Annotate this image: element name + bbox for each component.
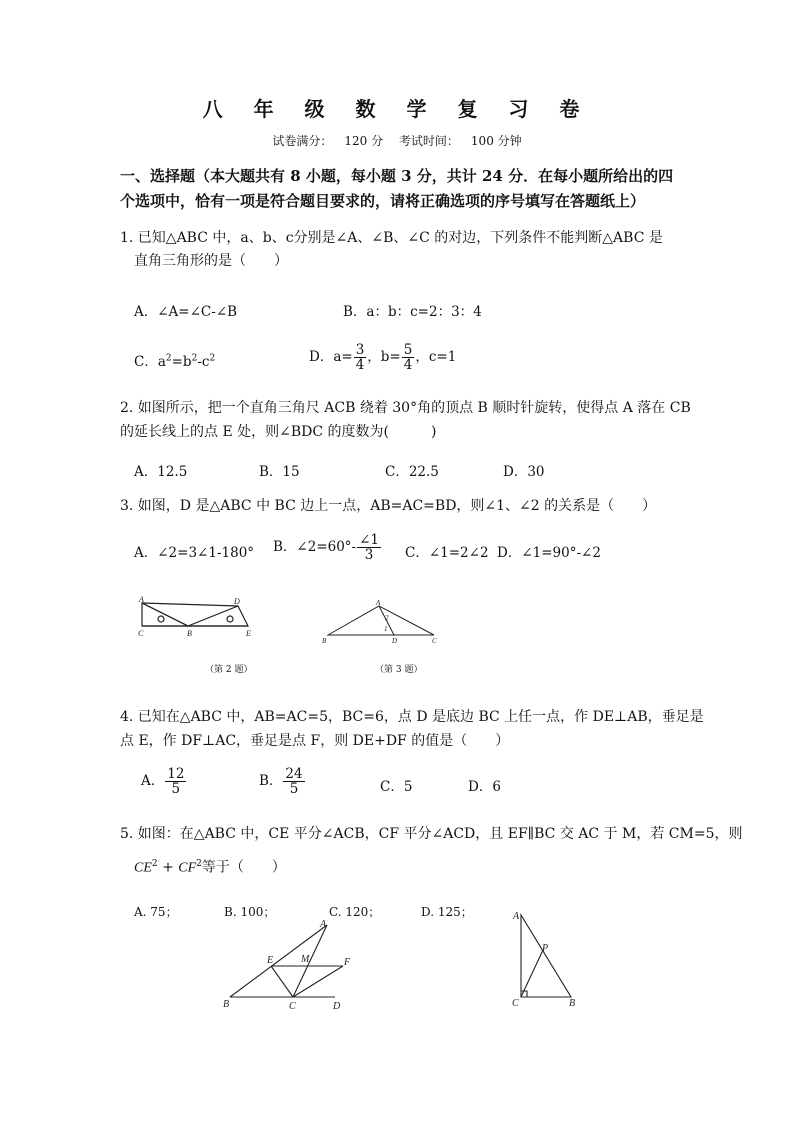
q3-option-a: A．∠2=3∠1-180° xyxy=(134,545,255,561)
q4-option-c: C．5 xyxy=(380,779,413,795)
q1-stem-line2: 直角三角形的是（ ） xyxy=(134,253,288,269)
section-heading: 一、选择题（本大题共有 8 小题，每小题 3 分，共计 24 分．在每小题所给出的四个选项中，恰有一项是符合题目要求的，请将正确选项的序号填写在答题纸上） xyxy=(120,167,674,210)
q5-option-b: B. 100； xyxy=(224,905,276,919)
figure-q2 xyxy=(130,596,260,642)
fig2-hole-right xyxy=(227,616,233,622)
fig3-label-c: C xyxy=(432,637,437,645)
q2-option-c: C．22.5 xyxy=(385,464,439,480)
q4-stem-line1: 4. 已知在△ABC 中，AB=AC=5，BC=6，点 D 是底边 BC 上任一点，作 DE⊥AB，垂足是 xyxy=(120,709,704,725)
score-label: 试卷满分： xyxy=(272,134,333,148)
q2-option-d: D．30 xyxy=(503,464,545,480)
q3-option-b: B．∠2=60°- $\frac{\angle 1}{3}$ xyxy=(273,532,380,563)
fig2-hole-left xyxy=(158,616,164,622)
q3-option-d: D．∠1=90°-∠2 xyxy=(497,545,601,561)
q4-option-b: B． $\frac{24}{5}$ xyxy=(259,766,303,797)
q4-option-a: A． $\frac{12}{5}$ xyxy=(141,766,185,797)
fig5-label-d: D xyxy=(333,1001,341,1012)
fig5-label-f: F xyxy=(344,957,351,968)
fig6-label-a: A xyxy=(513,911,520,922)
q3-option-c: C．∠1=2∠2 xyxy=(405,545,489,561)
q4-option-d: D．6 xyxy=(468,779,501,795)
q5-stem-line1: 5. 如图：在△ABC 中，CE 平分∠ACB，CF 平分∠ACD，且 EF∥BC 交 AC 于 M，若 CM=5，则 xyxy=(120,826,743,842)
fig5-label-e: E xyxy=(267,955,274,966)
fig5-label-c: C xyxy=(289,1001,296,1012)
time-label: 考试时间： xyxy=(398,134,459,148)
q1-option-a: A．∠A=∠C-∠B xyxy=(134,304,238,320)
fig2-triangle-bde xyxy=(188,606,248,626)
fig2-label-b: B xyxy=(187,629,192,638)
fig2-label-e: E xyxy=(246,629,251,638)
exam-meta xyxy=(0,132,794,149)
time-value: 100 分钟 xyxy=(470,134,522,148)
fig2-label-a: A xyxy=(139,596,144,604)
fig6-label-b: B xyxy=(569,998,576,1009)
figure-q5 xyxy=(215,915,355,1015)
fig6-triangle-acb xyxy=(521,915,571,997)
q1-stem-line1: 1. 已知△ABC 中，a、b、c分别是∠A、∠B、∠C 的对边，下列条件不能判断△ABC 是 xyxy=(120,230,663,246)
q1-option-b: B．a：b：c=2：3：4 xyxy=(343,304,482,320)
q4-stem-line2: 点 E，作 DF⊥AC，垂足是点 F，则 DE+DF 的值是（ ） xyxy=(120,733,510,749)
q1-option-c: C．$a^2=b^2-c^2$ xyxy=(134,353,216,370)
figure-right-triangle xyxy=(505,905,585,1010)
fig3-label-b: B xyxy=(322,637,327,645)
q5-option-a: A. 75； xyxy=(134,905,178,919)
fig3-label-a: A xyxy=(376,599,381,607)
fig6-label-p: P xyxy=(542,943,549,954)
fig3-label-angle2: 2 xyxy=(385,614,389,622)
q2-option-a: A．12.5 xyxy=(134,464,188,480)
fig6-segment-cp xyxy=(521,950,543,997)
page-title: 八 年 级 数 学 复 习 卷 xyxy=(202,97,592,121)
q2-stem-line1: 2. 如图所示，把一个直角三角尺 ACB 绕着 30°角的顶点 B 顺时针旋转，使得点 A 落在 CB xyxy=(120,400,691,416)
fig2-label-c: C xyxy=(138,629,144,638)
fig2-label-d: D xyxy=(234,597,240,606)
q1-option-d: D．a= $\frac{3}{4}$ ，b= $\frac{5}{4}$ ，c=1 xyxy=(309,342,457,373)
fig5-label-a: A xyxy=(320,919,327,930)
fig3-label-angle1: 1 xyxy=(384,625,388,633)
fig5-label-m: M xyxy=(301,954,310,965)
q5-option-c: C. 120； xyxy=(329,905,381,919)
q5-option-d: D. 125； xyxy=(421,905,473,919)
score-value: 120 分 xyxy=(344,134,384,148)
q2-stem-line2: 的延长线上的点 E 处，则∠BDC 的度数为( ) xyxy=(120,424,437,440)
q2-option-b: B．15 xyxy=(259,464,300,480)
fig3-label-d: D xyxy=(392,637,398,645)
fig3-caption: （第 3 题） xyxy=(375,665,423,675)
fig5-line-ba xyxy=(230,925,327,997)
fig5-line-ec xyxy=(271,966,293,997)
fig2-caption: （第 2 题） xyxy=(205,665,253,675)
fig6-label-c: C xyxy=(512,998,519,1009)
q3-stem: 3. 如图，D 是△ABC 中 BC 边上一点，AB=AC=BD，则∠1、∠2 的关系是（ ） xyxy=(120,498,657,514)
q5-stem-line2: $CE^2 + CF^2$等于（ ） xyxy=(134,859,286,876)
figure-q3 xyxy=(318,598,444,646)
fig5-label-b: B xyxy=(223,999,230,1010)
